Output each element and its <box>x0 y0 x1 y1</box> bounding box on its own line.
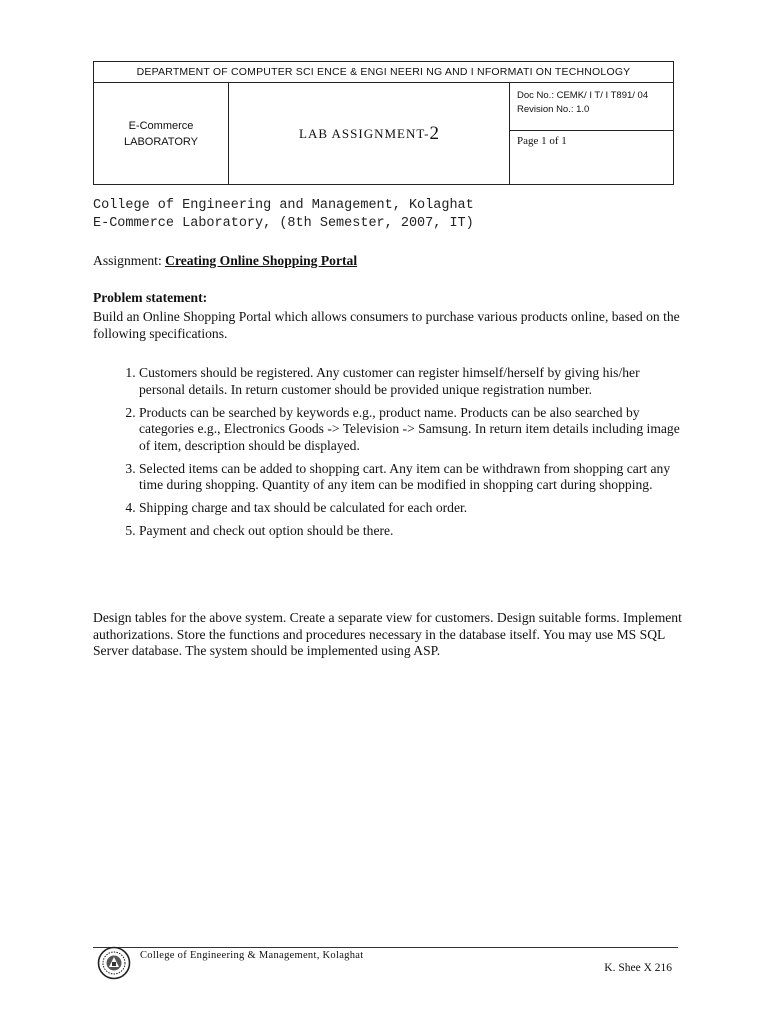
assignment-title: LAB ASSIGNMENT- <box>299 126 430 141</box>
requirements-list <box>93 365 683 546</box>
department-title: DEPARTMENT OF COMPUTER SCI ENCE & ENGI NEERI NG AND I NFORMATI ON TECHNOLOGY <box>94 62 673 83</box>
assignment-label: Assignment: <box>93 253 166 268</box>
list-item: 4. Shipping charge and tax should be calculated for each order. <box>139 500 683 517</box>
college-name: College of Engineering and Management, Kolaghat <box>93 198 474 213</box>
laboratory-cell <box>94 83 229 185</box>
assignment-line <box>93 253 683 270</box>
footer-college: College of Engineering & Management, Kolaghat <box>140 950 364 961</box>
college-seal-icon <box>97 946 131 980</box>
doc-info-cell <box>510 83 673 131</box>
problem-heading: Problem statement: <box>93 290 208 305</box>
assignment-topic: Creating Online Shopping Portal <box>165 253 358 268</box>
list-item: 5. Payment and check out option should be there. <box>139 523 683 540</box>
page-number: Page 1 of 1 <box>517 135 567 147</box>
footer-signature: K. Shee X 216 <box>604 962 672 974</box>
assignment-number: 2 <box>429 123 439 144</box>
list-item: 3. Selected items can be added to shopping cart. Any item can be withdrawn from shopping cart any time during shopping. Quantity of any item can be modified in shopping cart during shopping. <box>139 461 683 494</box>
problem-intro: Build an Online Shopping Portal which allows consumers to purchase various products online, based on the following specifications. <box>93 309 680 341</box>
list-item: 1. Customers should be registered. Any customer can register himself/herself by giving his/her personal details. In return customer should be provided unique registration number. <box>139 365 683 398</box>
lab-semester: E-Commerce Laboratory, (8th Semester, 2007, IT) <box>93 216 474 231</box>
lab-label: LABORATORY <box>124 136 198 148</box>
list-item: 2. Products can be searched by keywords e.g., product name. Products can be also searched by categories e.g., Electronics Goods -> Television -> Samsung. In return item details including image of item, description should be displayed. <box>139 405 683 455</box>
lab-name: E-Commerce <box>128 120 194 132</box>
assignment-title-cell <box>229 83 510 185</box>
doc-number: Doc No.: CEMK/ I T/ I T891/ 04 <box>517 90 649 101</box>
design-note: Design tables for the above system. Create a separate view for customers. Design suitable forms. Implement authorizations. Store the functions and procedures necessary in the database itself. You may use MS SQL Server database. The system should be implemented using ASP. <box>93 610 682 658</box>
footer-divider <box>93 947 678 948</box>
revision-number: Revision No.: 1.0 <box>517 104 590 115</box>
header-table <box>93 61 674 185</box>
